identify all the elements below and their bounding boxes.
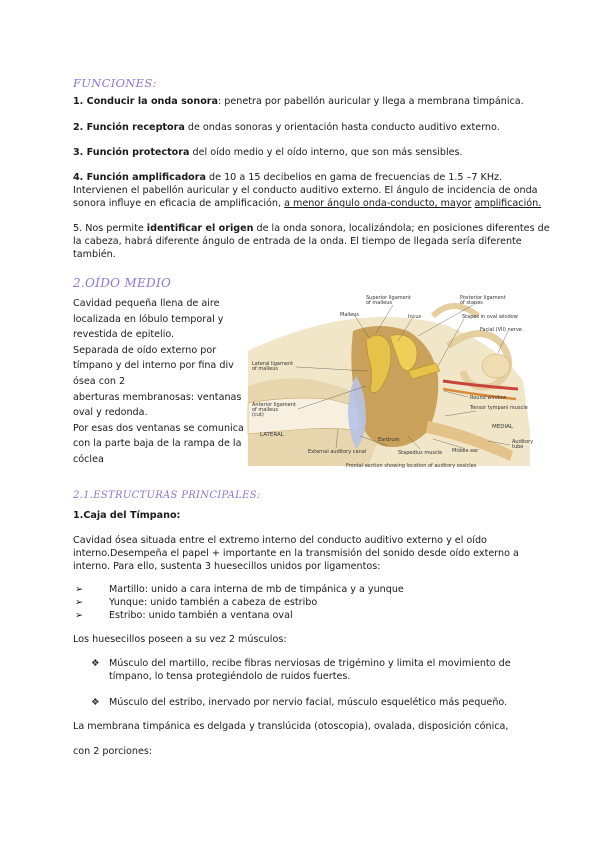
huesecillo-martillo: Martillo: unido a cara interna de mb de timpánica y a yunque (109, 584, 404, 595)
cochlea (482, 354, 510, 378)
funcion-4-bold: 4. Función amplificadora (73, 172, 206, 183)
caja-timpano-title: 1.Caja del Tímpano: (73, 510, 181, 521)
funcion-1-text: : penetra por pabellón auricular y llega a membrana timpánica. (218, 96, 524, 107)
label-middle-ear: Middle ear (452, 448, 479, 454)
funcion-3 (73, 146, 533, 159)
label-lateral-ligament: Lateral ligament (252, 361, 294, 367)
funcion-5-text-3: también. (73, 249, 116, 260)
arrow-bullet-icon: ➢ (75, 584, 84, 595)
paragraph-line: interno.Desempeña el papel + importante en la transmisión del sonido desde oído externo a (73, 548, 519, 559)
huesecillo-yunque: Yunque: unido también a cabeza de estribo (109, 597, 318, 608)
musculo-martillo (109, 657, 529, 683)
label-round-window: Round window (470, 395, 507, 401)
label-incus: Incus (408, 314, 422, 320)
oido-medio-line: revestida de epitelio. (73, 329, 175, 341)
label-auditory-tube-2: tube (512, 444, 524, 450)
figure-caption: Frontal section showing location of auditory ossicles (346, 463, 477, 469)
label-anterior-ligament: Anterior ligament (252, 402, 296, 408)
label-posterior-ligament-2: of stapes (460, 300, 483, 306)
label-posterior-ligament: Posterior ligament (460, 295, 506, 301)
label-superior-ligament-2: of malleus (366, 300, 392, 306)
oido-medio-line: Por esas dos ventanas se comunica (73, 422, 244, 434)
funcion-5 (73, 222, 550, 261)
label-lateral: LATERAL (260, 432, 284, 438)
label-auditory-tube: Auditory (512, 439, 534, 445)
oido-medio-line: Cavidad pequeña llena de aire (73, 298, 220, 309)
label-malleus: Malleus (340, 312, 360, 318)
label-stapedius: Stapedius muscle (398, 450, 443, 456)
funcion-5-text-1: de la onda sonora, localizándola; en posiciones diferentes de (253, 223, 550, 234)
label-external-canal: External auditory canal (308, 449, 367, 455)
oido-medio-line: oval y redonda. (73, 407, 148, 419)
funcion-3-bold: 3. Función protectora (73, 147, 190, 158)
label-superior-ligament: Superior ligament (366, 295, 411, 301)
diamond-bullet-icon: ❖ (91, 697, 100, 708)
funcion-2 (73, 121, 533, 134)
oido-medio-line: cóclea (73, 453, 104, 465)
funcion-4-underlined-2: amplificación. (474, 198, 542, 209)
funcion-4-text-3: sonora influye en eficacia de amplificación, (73, 198, 285, 209)
oido-medio-line: ósea con 2 (73, 375, 126, 387)
funcion-5-lead: 5. Nos permite (73, 223, 147, 234)
funcion-5-bold: identificar el origen (146, 223, 254, 234)
porciones-text: con 2 porciones: (73, 746, 153, 757)
musculo-estribo: Músculo del estribo, inervado por nervio facial, músculo esquelético más pequeño. (109, 697, 508, 708)
label-stapes: Stapes in oval window (462, 314, 518, 320)
musculo-martillo-line: tímpano, lo tensa protegiéndolo de ruidos fuertes. (109, 671, 351, 682)
musculos-intro: Los huesecillos poseen a su vez 2 músculos: (73, 634, 287, 645)
funcion-4-underlined-1: a menor ángulo onda-conducto, mayor (284, 198, 472, 209)
funcion-5-text-2: la cabeza, habrá diferente ángulo de entrada de la onda. El tiempo de llegada sería diferente (73, 236, 522, 247)
oido-medio-line: tímpano y del interno por fina div (73, 360, 234, 372)
funcion-4-text-2: Intervienen el pabellón auricular y el conducto auditivo externo. El ángulo de incidencia de onda (73, 185, 538, 196)
funcion-4 (73, 171, 542, 210)
ear-anatomy-illustration (248, 291, 534, 471)
oido-medio-description (73, 296, 248, 468)
label-lateral-ligament-2: of malleus (252, 366, 278, 372)
arrow-bullet-icon: ➢ (75, 597, 84, 608)
diamond-bullet-icon: ❖ (91, 658, 100, 669)
arrow-bullet-icon: ➢ (75, 610, 84, 621)
estructuras-heading: 2.1.ESTRUCTURAS PRINCIPALES: (73, 490, 261, 501)
label-medial: MEDIAL (492, 424, 513, 430)
label-anterior-ligament-2: of malleus (252, 407, 278, 413)
caja-timpano-paragraph (73, 534, 533, 573)
oido-medio-line: localizada en lóbulo temporal y (73, 313, 224, 325)
caja-timpano-subtitle (73, 509, 180, 522)
funciones-heading: FUNCIONES: (73, 76, 157, 90)
huesecillo-estribo: Estribo: unido también a ventana oval (109, 610, 293, 621)
funcion-1 (73, 95, 533, 108)
label-eardrum: Eardrum (378, 437, 400, 443)
label-anterior-ligament-3: (cut) (252, 412, 264, 418)
label-tensor-tympani: Tensor tympani muscle (470, 405, 528, 411)
oido-medio-line: Separada de oído externo por (73, 344, 217, 356)
oido-medio-heading: 2.OÍDO MEDIO (73, 276, 172, 290)
paragraph-line: Cavidad ósea situada entre el extremo interno del conducto auditivo externo y el oído (73, 535, 487, 546)
paragraph-line: interno. Para ello, sustenta 3 huesecillos unidos por ligamentos: (73, 561, 381, 572)
oido-medio-line: con la parte baja de la rampa de la (73, 438, 242, 450)
label-facial-nerve: Facial (VII) nerve (480, 327, 522, 333)
funcion-1-bold: 1. Conducir la onda sonora (73, 96, 218, 107)
funcion-3-text: del oído medio y el oído interno, que son más sensibles. (189, 147, 463, 158)
funcion-4-text-1: de 10 a 15 decibelios en gama de frecuencias de 1.5 –7 KHz. (205, 172, 503, 183)
funcion-2-text: de ondas sonoras y orientación hasta conducto auditivo externo. (184, 122, 500, 133)
oido-medio-line: aberturas membranosas: ventanas (73, 391, 242, 403)
membrana-timpanica-text: La membrana timpánica es delgada y translúcida (otoscopia), ovalada, disposición cónica, (73, 721, 509, 732)
musculo-martillo-line: Músculo del martillo, recibe fibras nerviosas de trigémino y limita el movimiento de (109, 658, 511, 669)
funcion-2-bold: 2. Función receptora (73, 122, 185, 133)
